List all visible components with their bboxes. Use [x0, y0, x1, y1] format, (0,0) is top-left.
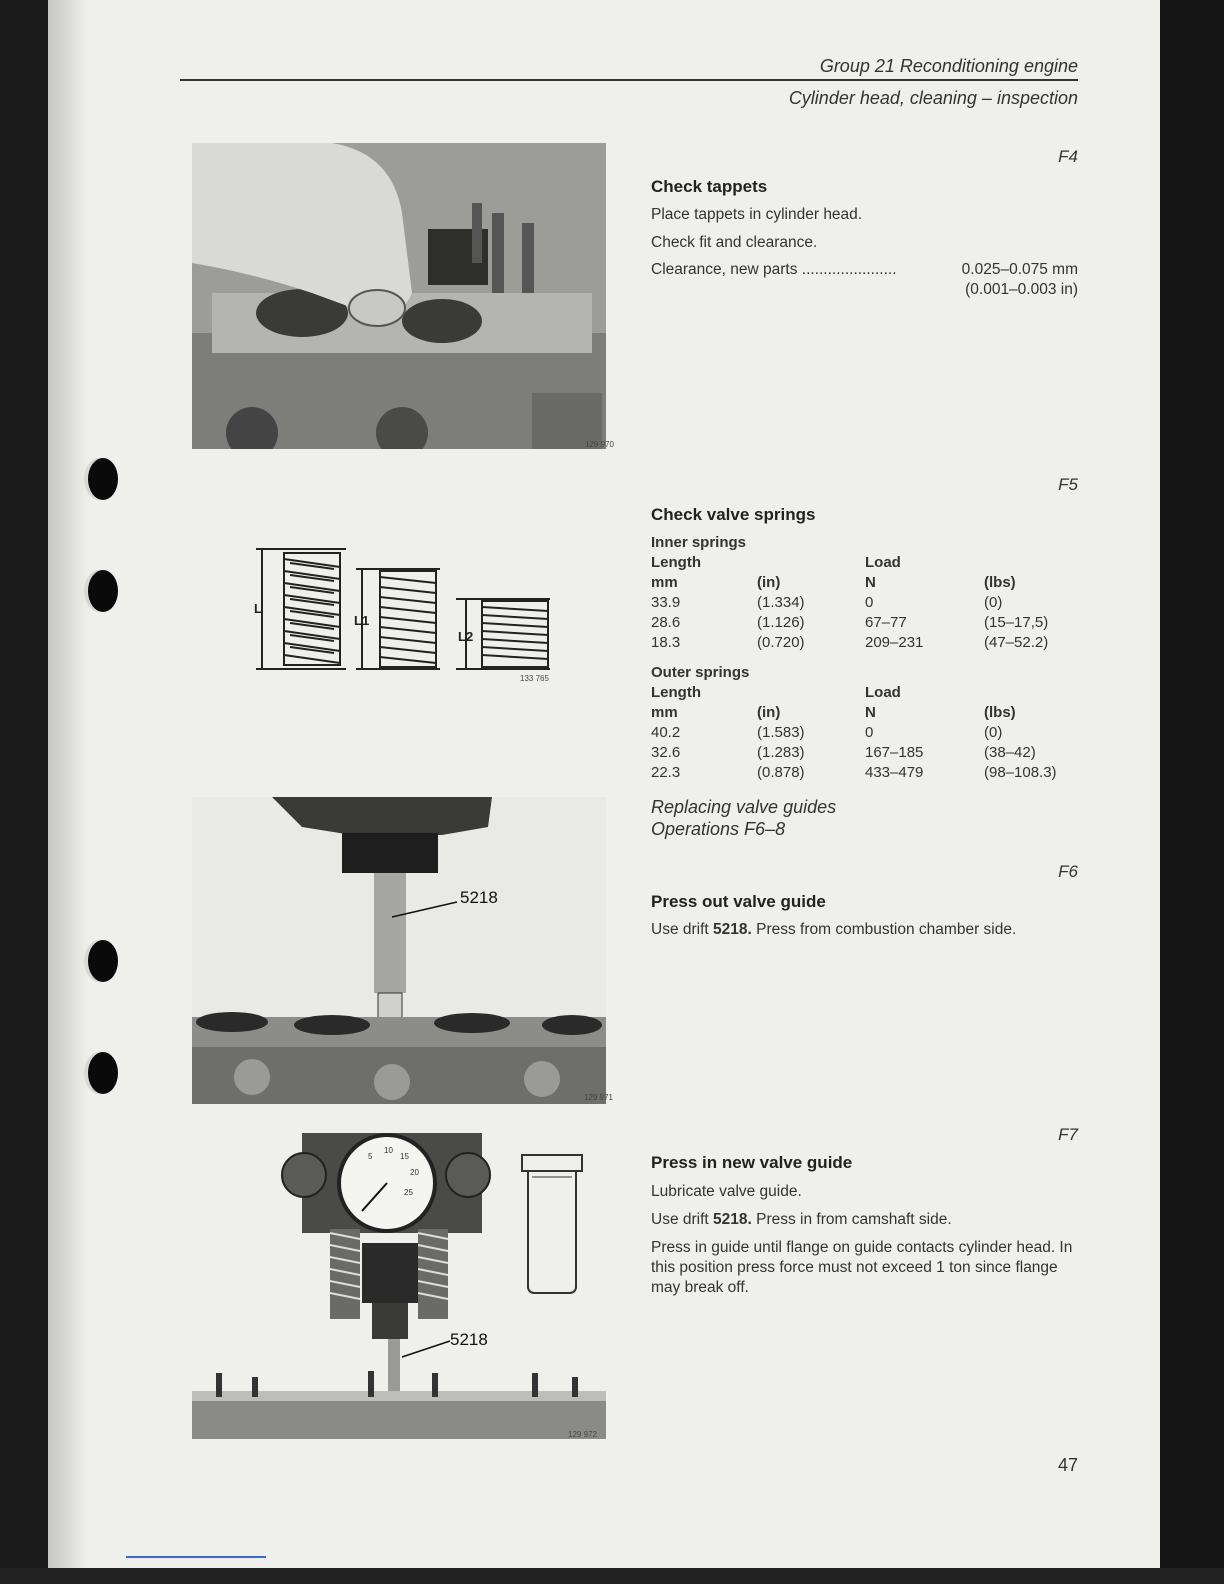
- unit-header: mm: [651, 574, 678, 591]
- column-header: Load: [865, 684, 901, 701]
- cell: (0): [984, 724, 1003, 741]
- cell: (1.126): [757, 614, 805, 631]
- unit-header: (in): [757, 704, 781, 721]
- operation-number: F4: [1058, 147, 1078, 166]
- binder-hole: [88, 940, 118, 982]
- spring-label: L2: [458, 629, 474, 644]
- cell: 18.3: [651, 634, 681, 651]
- table-row: [651, 594, 1084, 614]
- table-row: [651, 634, 1084, 654]
- spring-label: L: [254, 601, 262, 616]
- unit-header: mm: [651, 704, 678, 721]
- gauge-tick: 5: [368, 1152, 373, 1161]
- cell: 0: [865, 594, 874, 611]
- table-row: [651, 764, 1084, 784]
- cell: 433–479: [865, 764, 924, 781]
- unit-header: (lbs): [984, 574, 1016, 591]
- spring-label: L1: [354, 613, 370, 628]
- instruction-text: Lubricate valve guide.: [651, 1183, 802, 1200]
- unit-header: (in): [757, 574, 781, 591]
- figure-code: 129 970: [585, 440, 614, 449]
- cell: (0.720): [757, 634, 805, 651]
- unit-header: N: [865, 574, 876, 591]
- binder-hole: [88, 458, 118, 500]
- text: Press from combustion chamber side.: [751, 921, 1017, 938]
- press-out-photo: [192, 797, 606, 1104]
- text: Use drift: [651, 921, 714, 938]
- tool-number: 5218.: [713, 1211, 752, 1228]
- text: Press in from camshaft side.: [751, 1211, 952, 1228]
- press-in-photo: [192, 1133, 606, 1439]
- column-header: Length: [651, 554, 701, 571]
- gauge-tick: 25: [404, 1188, 413, 1197]
- tappet-photo: [192, 143, 606, 449]
- table-title: Inner springs: [651, 534, 747, 551]
- operation-number: F5: [1058, 475, 1078, 494]
- section-subtitle: Cylinder head, cleaning – inspection: [788, 88, 1078, 108]
- cell: 167–185: [865, 744, 924, 761]
- cell: (15–17,5): [984, 614, 1049, 631]
- cell: 22.3: [651, 764, 681, 781]
- scan-edge: [1160, 0, 1224, 1584]
- spec-value-in: (0.001–0.003 in): [965, 281, 1078, 298]
- cell: (0): [984, 594, 1003, 611]
- bottom-link-underline: [126, 1556, 266, 1558]
- page-number: 47: [1057, 1455, 1078, 1475]
- operation-number: F7: [1058, 1125, 1078, 1144]
- figure-code: 133 765: [520, 674, 549, 683]
- scan-edge: [0, 1568, 1224, 1584]
- cell: 67–77: [865, 614, 907, 631]
- cross-reference: Replacing valve guides: [651, 797, 837, 817]
- spec-label: Clearance, new parts ......................: [651, 261, 897, 278]
- binder-hole: [88, 570, 118, 612]
- figure-code: 129 971: [584, 1093, 613, 1102]
- gauge-tick: 15: [400, 1152, 409, 1161]
- cell: (1.334): [757, 594, 805, 611]
- table-row: [651, 724, 1084, 744]
- group-header: Group 21 Reconditioning engine: [819, 56, 1078, 76]
- column-header: Length: [651, 684, 701, 701]
- binder-hole: [88, 1052, 118, 1094]
- valve-spring-diagram: [250, 545, 560, 675]
- header-rule: [180, 79, 1078, 81]
- cell: (98–108.3): [984, 764, 1057, 781]
- cell: 0: [865, 724, 874, 741]
- inner-springs-table: [651, 534, 1084, 654]
- table-title: Outer springs: [651, 664, 750, 681]
- tool-callout: 5218: [450, 1330, 488, 1349]
- tool-number: 5218.: [713, 921, 752, 938]
- instruction-text: [651, 920, 1016, 940]
- section-heading: Check tappets: [651, 177, 768, 196]
- tool-callout: 5218: [460, 888, 498, 907]
- spec-value-mm: 0.025–0.075 mm: [961, 261, 1078, 278]
- cell: (1.283): [757, 744, 805, 761]
- cell: 33.9: [651, 594, 681, 611]
- cell: 209–231: [865, 634, 924, 651]
- section-heading: Press out valve guide: [651, 892, 826, 911]
- cell: (47–52.2): [984, 634, 1049, 651]
- outer-springs-table: [651, 664, 1084, 784]
- text: Use drift: [651, 1211, 714, 1228]
- unit-header: (lbs): [984, 704, 1016, 721]
- column-header: Load: [865, 554, 901, 571]
- unit-header: N: [865, 704, 876, 721]
- instruction-text: [651, 1210, 952, 1230]
- instruction-text: Check fit and clearance.: [651, 234, 818, 251]
- section-heading: Check valve springs: [651, 505, 816, 524]
- binding-shadow: [48, 0, 88, 1568]
- cell: (1.583): [757, 724, 805, 741]
- gauge-tick: 20: [410, 1168, 419, 1177]
- cell: 40.2: [651, 724, 681, 741]
- gauge-tick: 10: [384, 1146, 393, 1155]
- table-row: [651, 744, 1084, 764]
- instruction-text: Press in guide until flange on guide contacts cylinder head. In this position press force must not exceed 1 ton since flange may break off.: [651, 1239, 1073, 1296]
- figure-code: 129 972: [568, 1430, 597, 1439]
- cell: (0.878): [757, 764, 805, 781]
- cell: 28.6: [651, 614, 681, 631]
- cell: 32.6: [651, 744, 681, 761]
- section-heading: Press in new valve guide: [651, 1153, 853, 1172]
- operation-number: F6: [1058, 862, 1078, 881]
- cell: (38–42): [984, 744, 1036, 761]
- cross-reference: Operations F6–8: [651, 819, 786, 839]
- instruction-text: Place tappets in cylinder head.: [651, 206, 863, 223]
- table-row: [651, 614, 1084, 634]
